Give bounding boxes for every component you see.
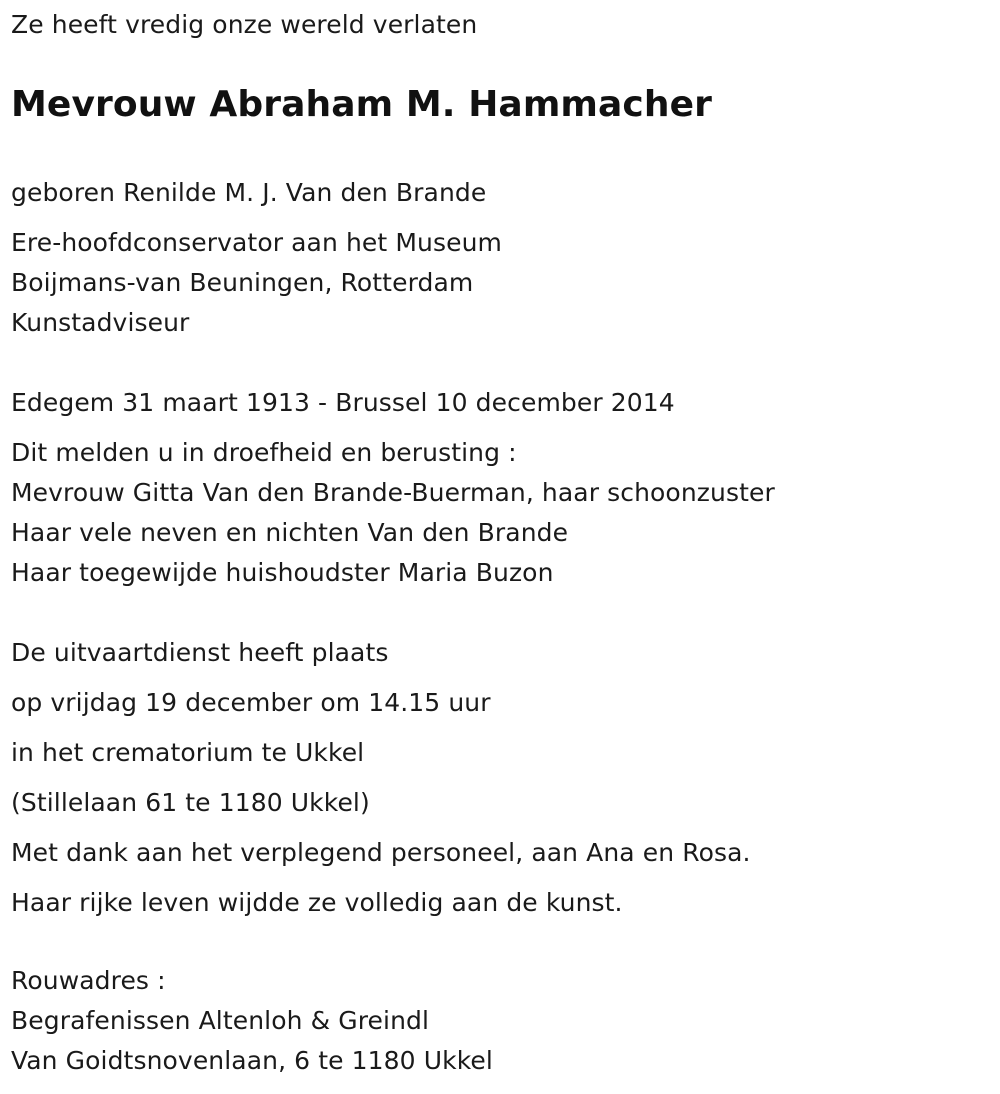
funeral-line: De uitvaartdienst heeft plaats — [11, 638, 389, 667]
address-label: Rouwadres : — [11, 966, 166, 995]
intro-text: Ze heeft vredig onze wereld verlaten — [11, 10, 478, 39]
title-line: Ere-hoofdconservator aan het Museum — [11, 228, 502, 257]
address-line: Begrafenissen Altenloh & Greindl — [11, 1006, 430, 1035]
funeral-line: (Stillelaan 61 te 1180 Ukkel) — [11, 788, 370, 817]
announcer-line: Haar vele neven en nichten Van den Brande — [11, 518, 569, 547]
funeral-line: op vrijdag 19 december om 14.15 uur — [11, 688, 491, 717]
life-dates: Edegem 31 maart 1913 - Brussel 10 december 2014 — [11, 388, 675, 417]
funeral-line: in het crematorium te Ukkel — [11, 738, 365, 767]
address-line: Van Goidtsnovenlaan, 6 te 1180 Ukkel — [11, 1046, 493, 1075]
title-line: Boijmans-van Beuningen, Rotterdam — [11, 268, 474, 297]
announcer-line: Haar toegewijde huishoudster Maria Buzon — [11, 558, 554, 587]
announcer-line: Mevrouw Gitta Van den Brande-Buerman, haar schoonzuster — [11, 478, 775, 507]
birth-name: geboren Renilde M. J. Van den Brande — [11, 178, 487, 207]
tribute-text: Haar rijke leven wijdde ze volledig aan de kunst. — [11, 888, 623, 917]
title-line: Kunstadviseur — [11, 308, 190, 337]
deceased-name: Mevrouw Abraham M. Hammacher — [11, 84, 712, 125]
announcers-intro: Dit melden u in droefheid en berusting : — [11, 438, 517, 467]
thanks-text: Met dank aan het verplegend personeel, aan Ana en Rosa. — [11, 838, 751, 867]
